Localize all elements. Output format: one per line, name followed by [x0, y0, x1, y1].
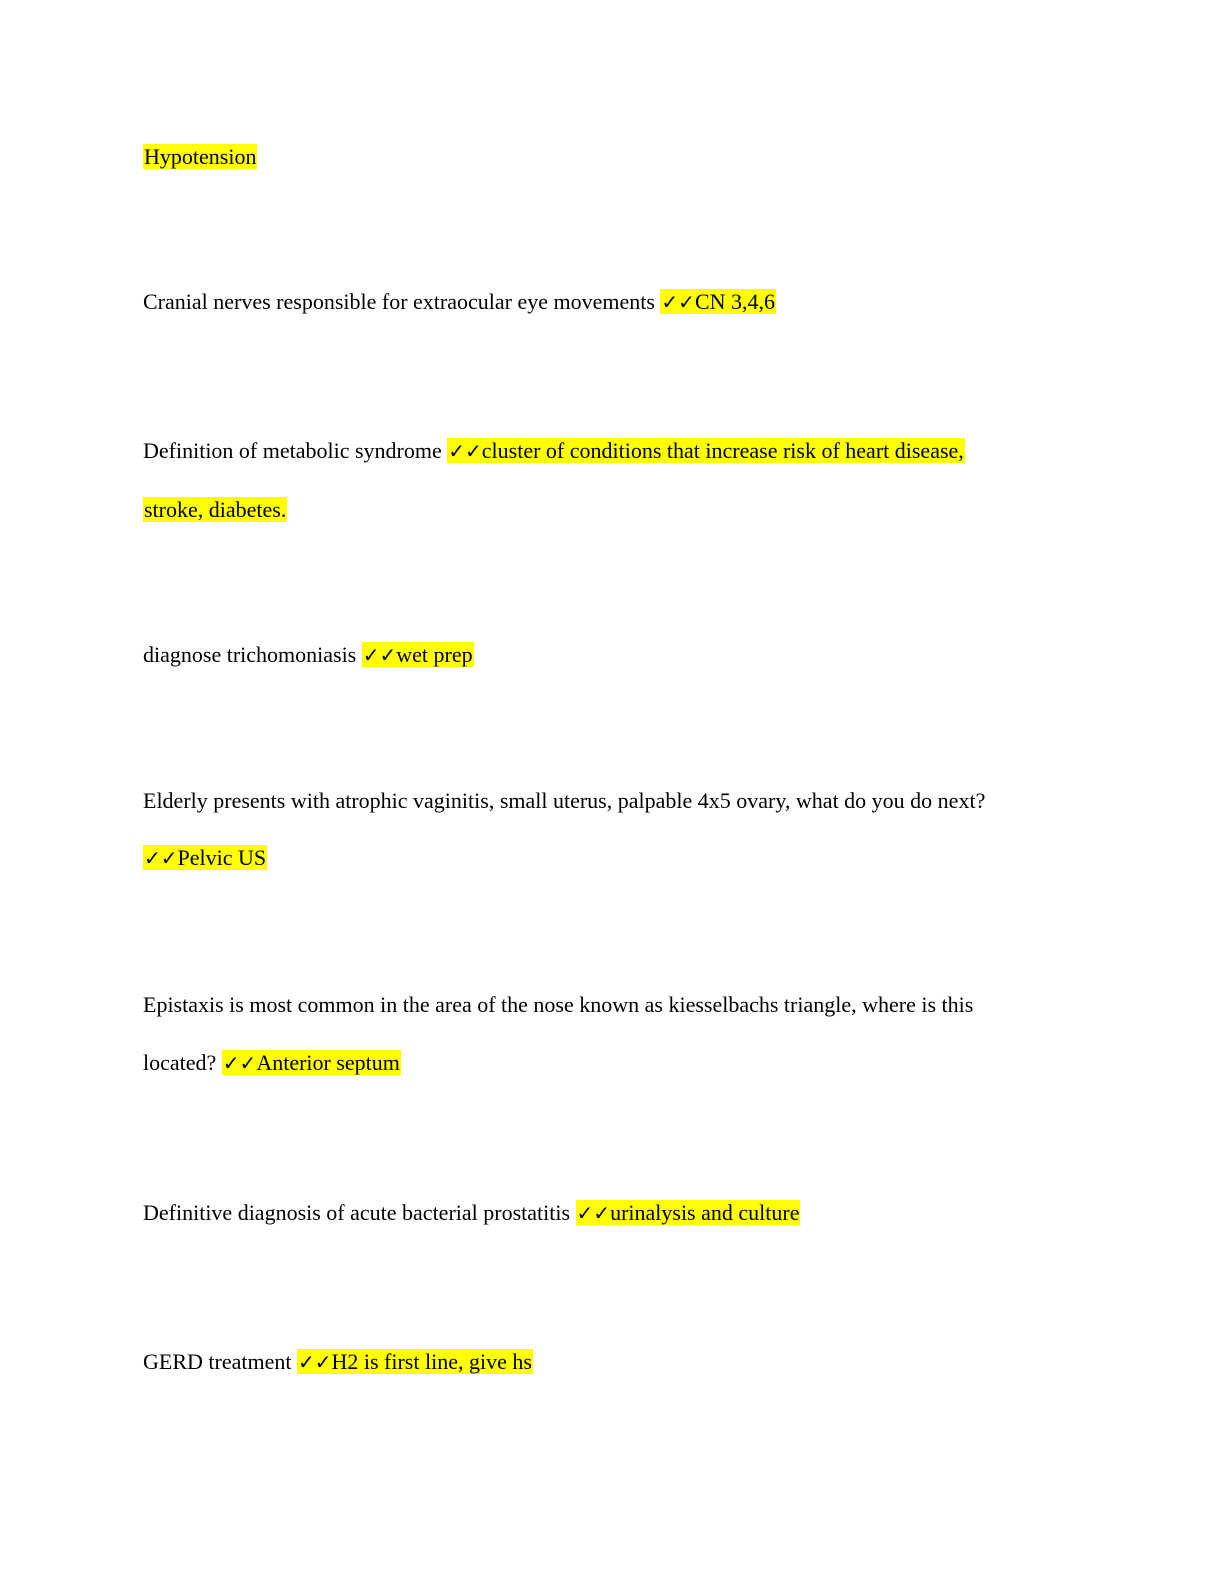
question-text: diagnose trichomoniasis — [143, 642, 357, 667]
qa-item-7 — [143, 1347, 533, 1377]
answer-text: Anterior septum — [256, 1050, 400, 1075]
double-check-icon: ✓✓ — [297, 1350, 332, 1374]
answer-text: H2 is first line, give hs — [331, 1349, 532, 1374]
question-text: Definitive diagnosis of acute bacterial prostatitis — [143, 1200, 571, 1225]
qa-item-6 — [143, 1198, 800, 1228]
qa-item-5-continuation — [143, 1048, 401, 1078]
answer-highlight — [447, 438, 965, 463]
answer-text: urinalysis and culture — [610, 1200, 800, 1225]
double-check-icon: ✓✓ — [144, 846, 178, 870]
question-text: Elderly presents with atrophic vaginitis, small uterus, palpable 4x5 ovary, what do you do next? — [143, 788, 986, 813]
qa-item-4-answer — [143, 843, 267, 873]
qa-item-2-continuation — [143, 495, 287, 525]
answer-highlight — [576, 1200, 801, 1225]
qa-item-3 — [143, 640, 474, 670]
answer-text: CN 3,4,6 — [694, 289, 775, 314]
double-check-icon: ✓✓ — [222, 1051, 257, 1075]
double-check-icon: ✓✓ — [576, 1201, 611, 1225]
answer-highlight — [222, 1050, 401, 1075]
double-check-icon: ✓✓ — [661, 290, 695, 314]
answer-text: wet prep — [396, 642, 473, 667]
double-check-icon: ✓✓ — [362, 643, 397, 667]
qa-item-4 — [143, 786, 985, 816]
qa-item-1 — [143, 287, 776, 317]
heading-line — [143, 142, 257, 172]
answer-highlight — [143, 845, 267, 870]
qa-item-2 — [143, 436, 965, 466]
question-text: Cranial nerves responsible for extraocular eye movements — [143, 289, 655, 314]
double-check-icon: ✓✓ — [448, 439, 482, 463]
question-text-continued: located? — [143, 1050, 217, 1075]
qa-item-5 — [143, 990, 973, 1020]
question-text: Definition of metabolic syndrome — [143, 438, 442, 463]
heading-highlight: Hypotension — [144, 144, 257, 169]
answer-text: cluster of conditions that increase risk of heart disease, — [481, 438, 964, 463]
question-text: GERD treatment — [143, 1349, 292, 1374]
question-text: Epistaxis is most common in the area of the nose known as kiesselbachs triangle, where is this — [143, 992, 974, 1017]
answer-text: Pelvic US — [177, 845, 267, 870]
answer-highlight — [362, 642, 474, 667]
answer-highlight — [660, 289, 776, 314]
answer-highlight — [297, 1349, 533, 1374]
answer-text-continued: stroke, diabetes. — [144, 497, 287, 522]
